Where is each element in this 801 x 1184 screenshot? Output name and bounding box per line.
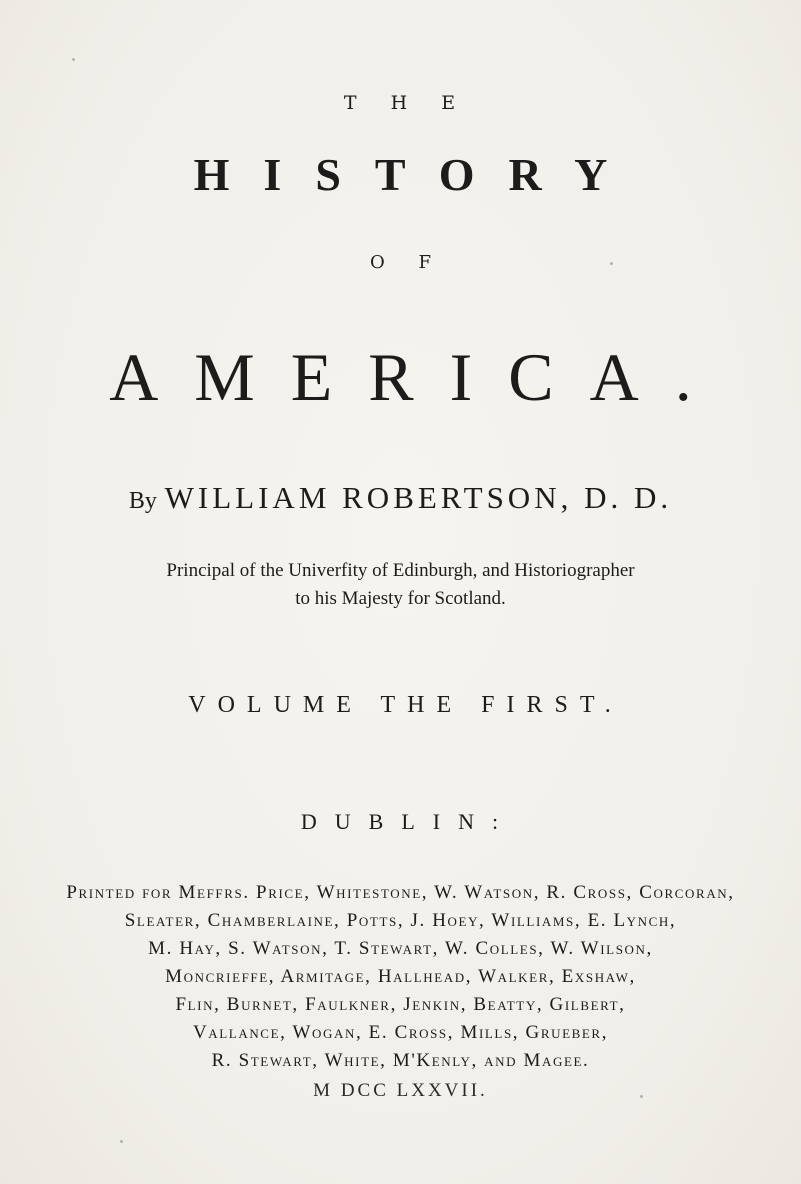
title-history: HISTORY [193, 149, 642, 200]
paper-speck [610, 262, 613, 265]
imprint-line: Sleater, Chamberlaine, Potts, J. Hoey, Williams, E. Lynch, [124, 910, 677, 931]
publication-date: M DCC LXXVII. [313, 1080, 488, 1101]
paper-speck [640, 1095, 643, 1098]
paper-speck [120, 1140, 123, 1143]
volume-label: VOLUME THE FIRST. [188, 692, 623, 718]
author-office-line-2: to his Majesty for Scotland. [295, 588, 506, 609]
author-line [0, 480, 801, 516]
author-office-line: Principal of the Univerfity of Edinburgh, and Historiographer [166, 560, 635, 581]
imprint-line: M. Hay, S. Watson, T. Stewart, W. Colles, W. Wilson, [148, 938, 653, 959]
title-of: O F [370, 252, 445, 273]
imprint-line: Moncrieffe, Armitage, Hallhead, Walker, Exshaw, [165, 966, 636, 987]
author-name: WILLIAM ROBERTSON, D. D. [164, 480, 673, 515]
imprint-line: R. Stewart, White, M'Kenly, and Magee. [211, 1050, 590, 1071]
imprint-line: Vallance, Wogan, E. Cross, Mills, Grueber, [192, 1022, 609, 1043]
title-america: AMERICA. [109, 339, 728, 415]
imprint-line: Printed for Meffrs. Price, Whitestone, W. Watson, R. Cross, Corcoran, [66, 882, 735, 903]
title-the: T H E [343, 92, 470, 114]
imprint-line: Flin, Burnet, Faulkner, Jenkin, Beatty, Gilbert, [175, 994, 626, 1015]
paper-speck [72, 58, 75, 61]
by-word: By [128, 488, 157, 514]
place-of-publication: DUBLIN: [300, 809, 517, 834]
